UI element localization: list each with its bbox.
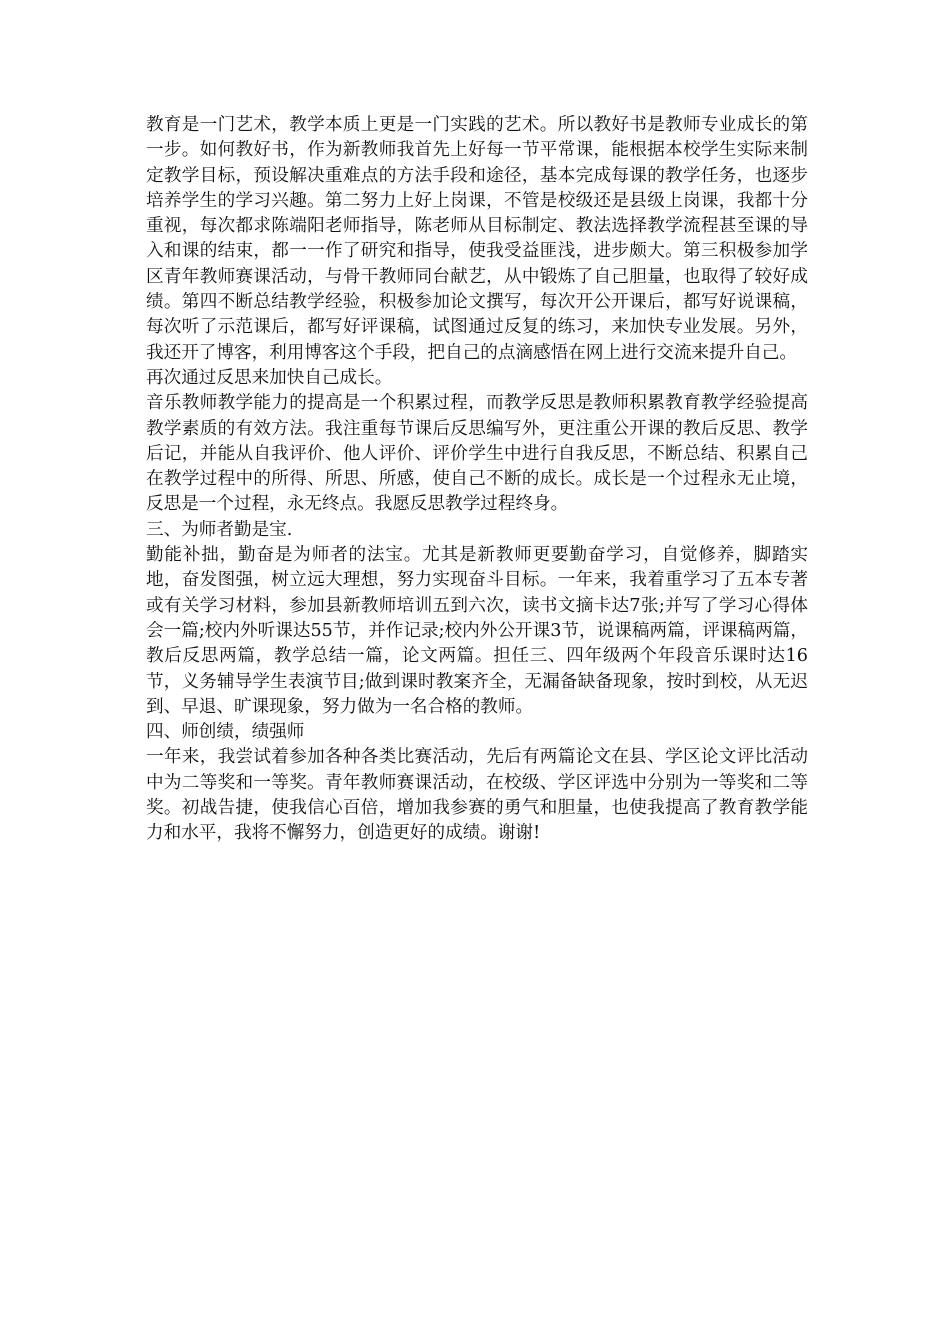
paragraph-reflection: 音乐教师教学能力的提高是一个积累过程，而教学反思是教师积累教育教学经验提高教学素质的有效方法。我注重每节课后反思编写外，更注重公开课的教后反思、教学后记，并能从自我评价、他人评价、评价学生中进行自我反思，不断总结、积累自己在教学过程中的所得、所思、所感，使自己不断的成长。成长是一个过程永无止境，反思是一个过程，永无终点。我愿反思教学过程终身。	[146, 393, 808, 515]
paragraph-diligence: 勤能补拙，勤奋是为师者的法宝。尤其是新教师更要勤奋学习，自觉修养，脚踏实地，奋发图强，树立远大理想，努力实现奋斗目标。一年来，我着重学习了五本专著或有关学习材料，参加县新教师培训五到六次，读书文摘卡达7张;并写了学习心得体会一篇;校内外听课达55节，并作记录;校内外公开课3节，说课稿两篇，评课稿两篇，教后反思两篇，教学总结一篇，论文两篇。担任三、四年级两个年段音乐课时达16节，义务辅导学生表演节目;做到课时教案齐全，无漏备缺备现象，按时到校，从无迟到、早退、旷课现象，努力做为一名合格的教师。	[146, 545, 808, 717]
section-heading-diligence: 三、为师者勤是宝.	[146, 519, 293, 540]
paragraph-reflection-heading: 再次通过反思来加快自己成长。	[146, 367, 393, 388]
paragraph-teaching-growth: 教育是一门艺术，教学本质上更是一门实践的艺术。所以教好书是教师专业成长的第一步。如何教好书，作为新教师我首先上好每一节平常课，能根据本校学生实际来制定教学目标，预设解决重难点的方法手段和途径，基本完成每课的教学任务，也逐步培养学生的学习兴趣。第二努力上好上岗课，不管是校级还是县级上岗课，我都十分重视，每次都求陈端阳老师指导，陈老师从目标制定、教法选择教学流程甚至课的导入和课的结束，都一一作了研究和指导，使我受益匪浅，进步颇大。第三积极参加学区青年教师赛课活动，与骨干教师同台献艺，从中锻炼了自己胆量，也取得了较好成绩。第四不断总结教学经验，积极参加论文撰写，每次开公开课后，都写好说课稿，每次听了示范课后，都写好评课稿，试图通过反复的练习，来加快专业发展。另外，我还开了博客，利用博客这个手段，把自己的点滴感悟在网上进行交流来提升自己。	[146, 115, 808, 363]
section-heading-achievements: 四、师创绩，绩强师	[146, 722, 305, 743]
paragraph-achievements: 一年来，我尝试着参加各种各类比赛活动，先后有两篇论文在县、学区论文评比活动中为二等奖和一等奖。青年教师赛课活动，在校级、学区评选中分别为一等奖和二等奖。初战告捷，使我信心百倍，增加我参赛的勇气和胆量，也使我提高了教育教学能力和水平，我将不懈努力，创造更好的成绩。谢谢!	[146, 747, 808, 844]
document-body	[146, 113, 808, 847]
